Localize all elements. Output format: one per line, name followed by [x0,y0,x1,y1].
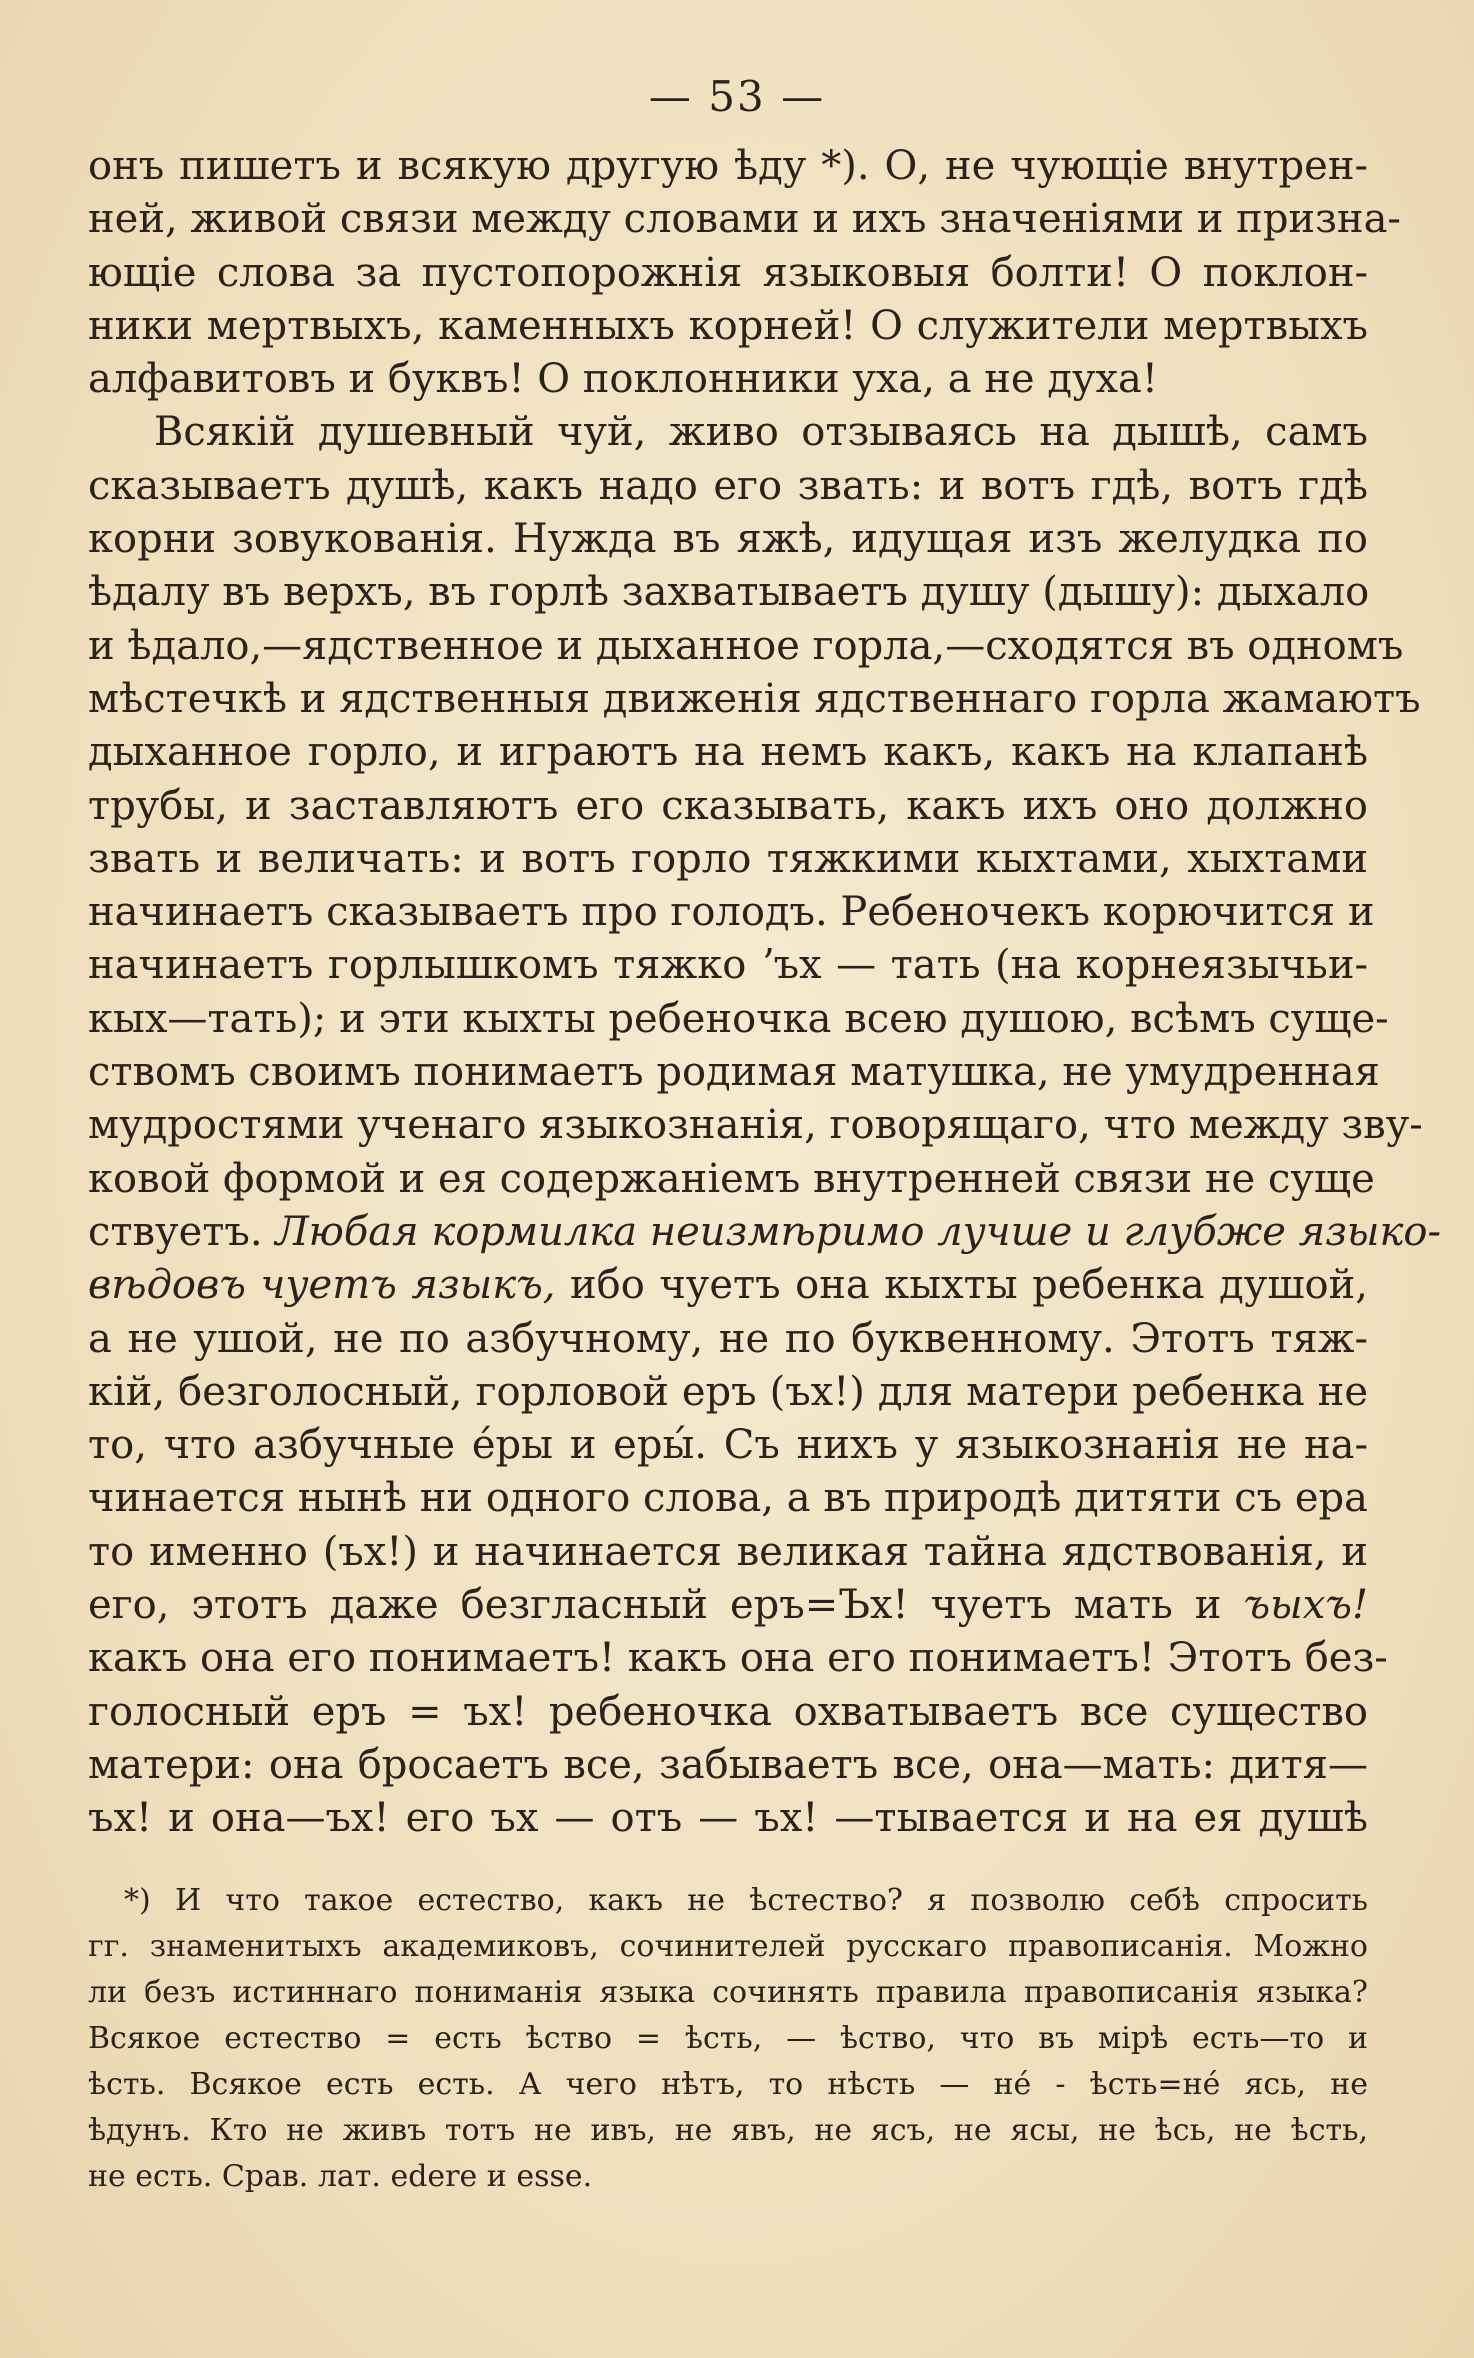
footnote-line: *) И что такое естество, какъ не ѣстество? я позволю себѣ спросить [124,1883,1368,1918]
text-line: онъ пишетъ и всякую другую ѣду *). О, не чующіе внутрен- [88,143,1368,189]
text-line: кій, безголосный, горловой еръ (ъх!) для матери ребенка не [88,1368,1368,1415]
text-line: мѣстечкѣ и ядственныя движенія ядственнаго горла жамаютъ [88,675,1421,722]
italic-fragment: вѣдовъ чуетъ языкъ, [88,1262,556,1309]
text-line: алфавитовъ и буквъ! О поклонники уха, а не духа! [88,356,1158,403]
text-fragment: ствуетъ. [88,1208,263,1255]
text-line [88,1206,1441,1259]
text-line: а не ушой, не по азбучному, не по буквенному. Этотъ тяж- [88,1315,1368,1362]
footnote-line: не есть. Срав. лат. edere и esse. [88,2159,593,2194]
text-fragment: ибо чуетъ она кыхты ребенка душой, [570,1262,1368,1309]
text-line: матери: она бросаетъ все, забываетъ все, она—мать: дитя— [88,1741,1368,1788]
text-line: и ѣдало,—ядственное и дыханное горла,—сходятся въ одномъ [88,622,1404,669]
footnote [88,1878,1368,2200]
text-fragment: его, этотъ даже безгласный еръ=Ъх! чуетъ мать и [88,1582,1222,1629]
text-line: ники мертвыхъ, каменныхъ корней! О служители мертвыхъ [88,302,1368,349]
text-line: начинаетъ сказываетъ про голодъ. Ребеночекъ корючится и [88,889,1375,936]
text-line: ъх! и она—ъх! его ъх — отъ — ъх! —тывается и на ея душѣ [88,1795,1368,1842]
text-line: ющіе слова за пустопорожнія языковыя болти! О поклон- [88,249,1368,296]
main-text [88,140,1441,1846]
text-line: то, что азбучные éры и еры́. Съ нихъ у языкознанія не на- [88,1422,1368,1469]
italic-fragment: ъыхъ! [1243,1582,1369,1629]
text-line: начинаетъ горлышкомъ тяжко ʼъх — тать (на корнеязычьи- [88,942,1368,989]
text-line: корни зовукованія. Нужда въ яжѣ, идущая изъ желудка по [88,516,1368,563]
italic-fragment: Любая кормилка неизмѣримо лучше и глубже языко- [275,1208,1441,1255]
text-line: ствомъ своимъ понимаетъ родимая матушка, не умудренная [88,1049,1380,1096]
text-line: кых—тать); и эти кыхты ребеночка всею душою, всѣмъ суще- [88,995,1389,1042]
footnote-line: ли безъ истиннаго пониманія языка сочинять правила правописанія языка? [88,1975,1368,2010]
footnote-line: гг. знаменитыхъ академиковъ, сочинителей русскаго правописанія. Можно [88,1929,1368,1964]
text-line: ковой формой и ея содержаніемъ внутренней связи не суще [88,1155,1375,1202]
text-line: ѣдалу въ верхъ, въ горлѣ захватываетъ душу (дышу): дыхало [88,569,1370,616]
text-line: трубы, и заставляютъ его сказывать, какъ ихъ оно должно [88,782,1368,829]
text-line [88,1259,1368,1312]
footnote-line: ѣдунъ. Кто не живъ тотъ не ивъ, не явъ, не ясъ, не ясы, не ѣсь, не ѣсть, [88,2113,1368,2148]
text-line: какъ она его понимаетъ! какъ она его понимаетъ! Этотъ без- [88,1635,1388,1682]
text-line: ней, живой связи между словами и ихъ значеніями и призна- [88,196,1401,243]
text-line: звать и величать: и вотъ горло тяжкими кыхтами, хыхтами [88,835,1368,882]
text-line: дыханное горло, и играютъ на немъ какъ, какъ на клапанѣ [88,729,1368,776]
text-line: чинается нынѣ ни одного слова, а въ природѣ дитяти съ ера [88,1475,1368,1522]
footnote-line: ѣсть. Всякое есть есть. А чего нѣтъ, то нѣсть — нé - ѣсть=нé ясь, не [88,2067,1368,2102]
footnote-line: Всякое естество = есть ѣство = ѣсть, — ѣство, что въ мірѣ есть—то и [88,2021,1368,2056]
text-line: сказываетъ душѣ, какъ надо его звать: и вотъ гдѣ, вотъ гдѣ [88,462,1368,509]
text-line: мудростями ученаго языкознанія, говорящаго, что между зву- [88,1102,1423,1149]
text-line [88,1579,1368,1632]
text-line: голосный еръ = ъх! ребеночка охватываетъ все существо [88,1688,1368,1735]
page-number: — 53 — [648,72,826,121]
text-line: то именно (ъх!) и начинается великая тайна ядствованія, и [88,1528,1368,1575]
text-line: Всякій душевный чуй, живо отзываясь на дышѣ, самъ [154,409,1368,456]
